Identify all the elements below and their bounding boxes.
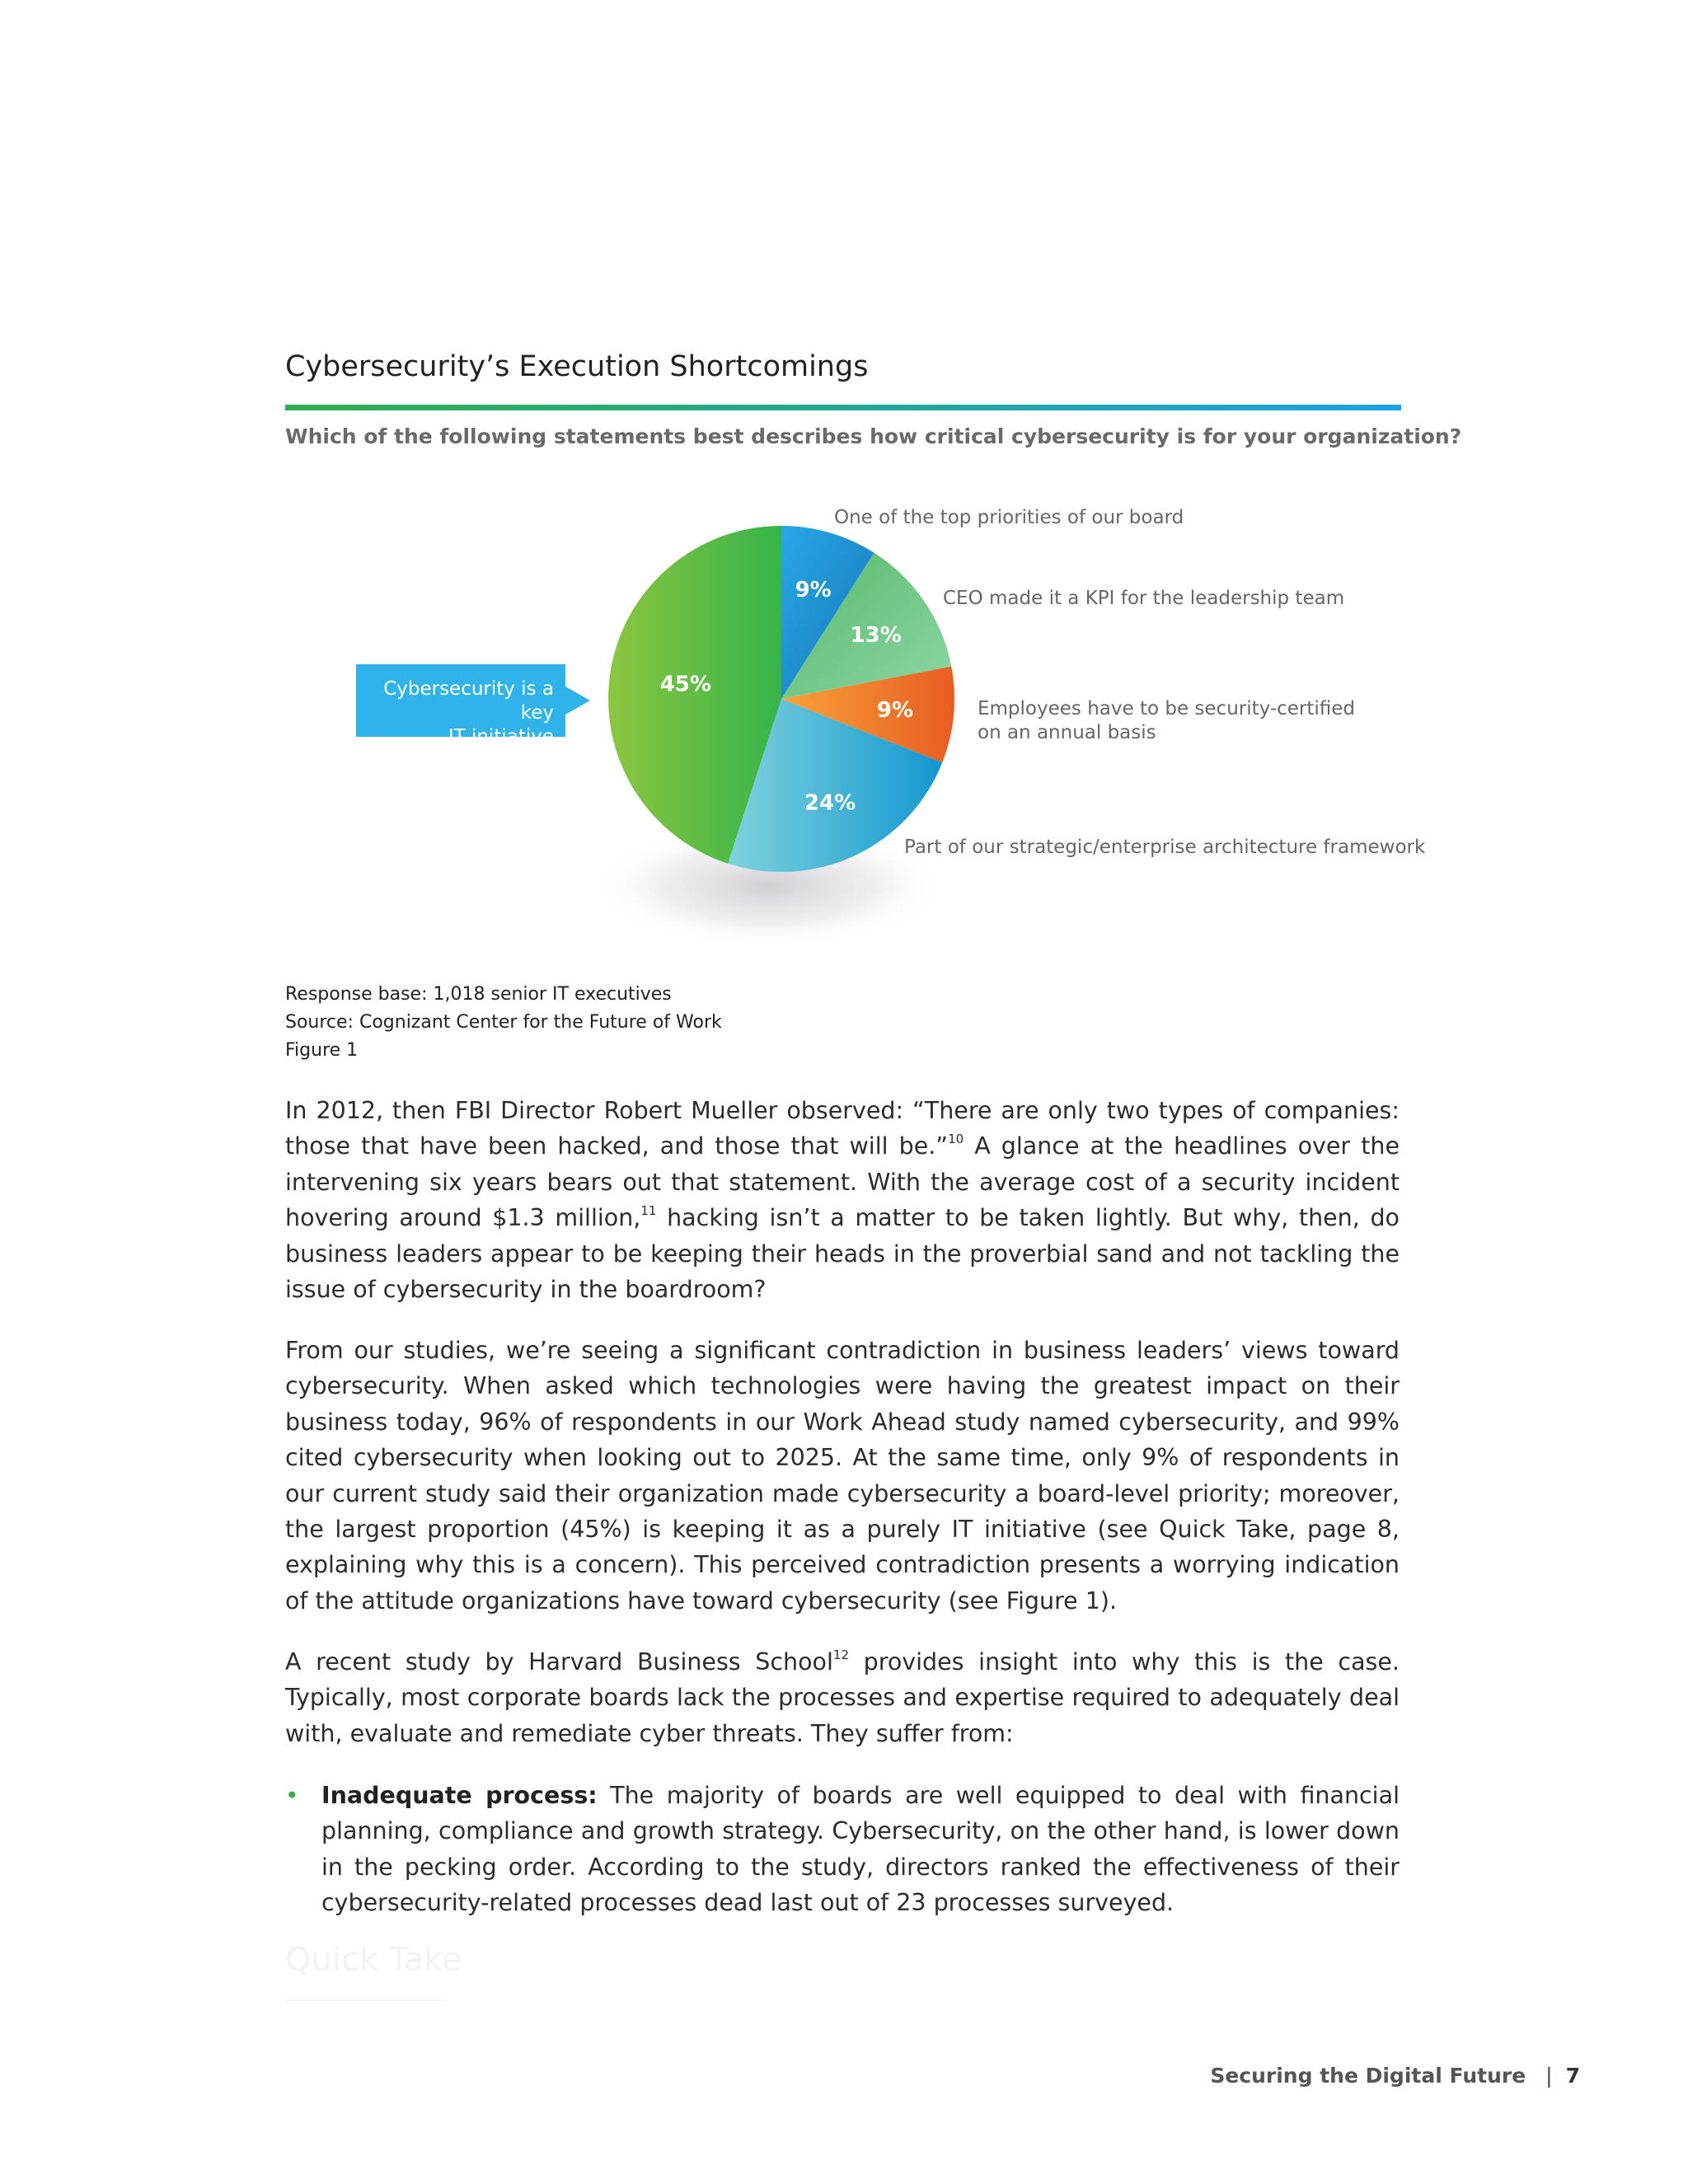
p1-text-c: hacking isn’t a matter to be taken lightly. But why, then, do business leaders appear to be keeping their heads in the proverbial sand and not tackling the issue of cybersecurity in the boardroom?: [285, 1204, 1400, 1304]
quick-take-heading: Quick Take: [285, 1941, 462, 1979]
pie-percent-employees: 9%: [876, 698, 914, 724]
quick-take-rule: [285, 1999, 447, 2001]
pie-percent-ceo: 13%: [850, 623, 902, 649]
bullet-item: [285, 1778, 1400, 1921]
slice-label-board: One of the top priorities of our board: [834, 507, 1184, 528]
pie-percent-it-initiative: 45%: [659, 672, 711, 697]
footnote-ref-11: 11: [640, 1203, 657, 1219]
page-footer: [1210, 2064, 1580, 2088]
figure-title: Cybersecurity’s Execution Shortcomings: [285, 350, 869, 383]
slice-label-strategic: Part of our strategic/enterprise architecture framework: [904, 837, 1426, 858]
p3-text-b: provides insight into why this is the case. Typically, most corporate boards lack the processes and expertise required to adequately deal with, evaluate and remediate cyber threats. They suffer from:: [285, 1648, 1400, 1747]
body-paragraph-1: [285, 1093, 1400, 1307]
callout-box: [356, 664, 565, 748]
body-paragraph-3: [285, 1644, 1400, 1751]
slice-label-employees: [978, 697, 1355, 745]
p1-text-b: A glance at the headlines over the intervening six years bears out that statement. With the average cost of a security incident hovering around $1.3 million,: [285, 1132, 1400, 1232]
figure-title-rule: [285, 405, 1401, 410]
footnote-ref-12: 12: [832, 1647, 850, 1662]
figure-source: Source: Cognizant Center for the Future of Work: [285, 1012, 722, 1033]
bullet-dot-icon: •: [285, 1782, 299, 1809]
p1-text-a: In 2012, then FBI Director Robert Mueller observed: “There are only two types of companies: those that have been hacked, and those that will be.”: [285, 1097, 1400, 1160]
body-paragraph-2: From our studies, we’re seeing a significant contradiction in business leaders’ views toward cybersecurity. When asked which technologies were having the greatest impact on their business today, 96% of respondents in our Work Ahead study named cybersecurity, and 99% cited cybersecurity when looking out to 2025. At the same time, only 9% of respondents in our current study said their organization made cybersecurity a board-level priority; moreover, the largest proportion (45%) is keeping it as a purely IT initiative (see Quick Take, page 8, explaining why this is a concern). This perceived contradiction presents a worrying indication of the attitude organizations have toward cybersecurity (see Figure 1).: [285, 1337, 1400, 1615]
slice-label-ceo: CEO made it a KPI for the leadership team: [943, 588, 1345, 609]
pie-percent-board: 9%: [795, 577, 832, 602]
footer-title: Securing the Digital Future: [1210, 2064, 1526, 2088]
bullet-body: The majority of boards are well equipped to deal with financial planning, compliance and growth strategy. Cybersecurity, on the other hand, is lower down in the pecking order. According to the study, directors ranked the effectiveness of their cybersecurity-related processes dead last out of 23 processes surveyed.: [321, 1782, 1400, 1917]
p3-text-a: A recent study by Harvard Business School: [285, 1648, 833, 1675]
bullet-lead: Inadequate process:: [321, 1782, 598, 1809]
page-number: 7: [1565, 2064, 1580, 2088]
figure-question: Which of the following statements best describes how critical cybersecurity is for your organization?: [285, 424, 1462, 448]
slice-label-employees-line1: Employees have to be security-certified: [978, 698, 1356, 719]
response-base: Response base: 1,018 senior IT executives: [285, 984, 672, 1005]
bullet-text: [321, 1778, 1400, 1921]
callout-label: Cybersecurity is a key IT initiative: [383, 678, 554, 748]
footnote-ref-10: 10: [948, 1132, 964, 1147]
footer-separator: |: [1545, 2064, 1553, 2088]
slice-label-employees-line2: on an annual basis: [978, 722, 1156, 743]
pie-chart: [577, 494, 989, 956]
pie-percent-strategic: 24%: [804, 790, 856, 816]
callout-arrow: [565, 687, 590, 715]
figure-label: Figure 1: [285, 1040, 359, 1061]
